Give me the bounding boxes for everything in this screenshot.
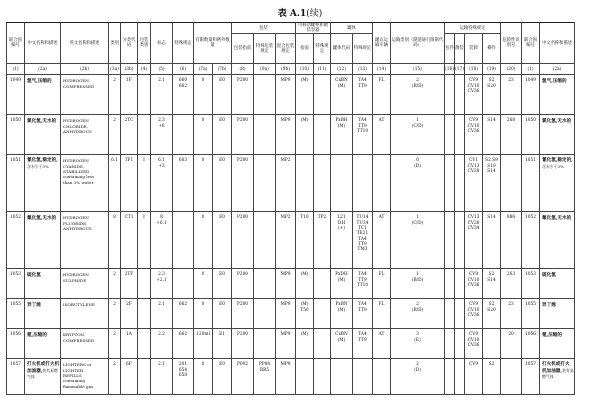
col-number: (11) <box>314 64 331 75</box>
ts-bulk-cell <box>455 212 465 269</box>
col-number: (20) <box>501 64 522 75</box>
label-cell: 6.1 +3 <box>151 155 173 212</box>
special-cell: 662 <box>173 329 194 359</box>
table-title <box>0 6 600 19</box>
pt-special-cell <box>314 155 331 212</box>
table-row <box>7 359 575 395</box>
ts-bulk-cell <box>455 115 465 155</box>
vehicle-cell <box>373 155 391 212</box>
header-pack-special: 特殊包装规定 <box>254 34 276 64</box>
pack-instr-cell: P200 <box>232 269 254 299</box>
tank-special-cell: TA4 TT9 TT10 <box>353 115 373 155</box>
col-number: (8) <box>232 64 254 75</box>
ts-op-cell: S14 <box>483 212 501 269</box>
tank-code-cell: CxBN (M) <box>331 75 353 115</box>
label-cell: 2.1 <box>151 75 173 115</box>
ts-load-cell: CV9 CV10 CV36 <box>465 75 483 115</box>
class-code-cell: TF1 <box>121 155 138 212</box>
excepted-qty-cell: E1 <box>213 329 232 359</box>
en-name-cell: HYDROGEN CHLORIDE, ANHYDROUS <box>61 115 109 155</box>
pack-special-cell <box>254 155 276 212</box>
class-cell: 2 <box>109 359 121 395</box>
pack-instr-cell: P200 <box>232 75 254 115</box>
transport-cat-cell: 3 (E) <box>391 329 445 359</box>
cn-name-note: 装有易燃气体 <box>542 367 574 379</box>
header-tank-special: 特殊规定 <box>353 34 373 64</box>
pt-instr-cell: (M) T50 <box>296 299 314 329</box>
en-name-cell: HYDROGEN SULPHIDE <box>61 269 109 299</box>
un-cell: 1050 <box>7 115 25 155</box>
col-number: (7a) <box>194 64 213 75</box>
pt-special-cell <box>314 299 331 329</box>
pack-group-cell: I <box>138 155 151 212</box>
special-cell <box>173 269 194 299</box>
class-cell: 6.1 <box>109 155 121 212</box>
limited-qty-cell: 0 <box>194 359 213 395</box>
en-name-cell: HYDROGEN CYANIDE, STABILIZED containing less than 3% water <box>61 155 109 212</box>
un-cell: 1052 <box>7 212 25 269</box>
pack-group-cell <box>138 75 151 115</box>
tank-code-cell: L21 DH (+) <box>331 212 353 269</box>
pt-special-cell: TP2 <box>314 212 331 269</box>
un-cell: 1053 <box>7 269 25 299</box>
ts-pkg-cell <box>445 212 455 269</box>
ts-pkg-cell <box>445 115 455 155</box>
col-number: (3a) <box>109 64 121 75</box>
un-cell: 1049 <box>7 75 25 115</box>
header-ts-op: 操作 <box>483 34 501 64</box>
tank-code-cell <box>331 359 353 395</box>
pt-instr-cell: (M) <box>296 329 314 359</box>
en-name-cell: HYDROGEN, COMPRESSED <box>61 75 109 115</box>
cn-name-text: 氪,压缩的 <box>27 333 47 339</box>
excepted-qty-cell: E0 <box>213 269 232 299</box>
label-cell: 2.3 +8 <box>151 115 173 155</box>
cn-name-cell <box>25 115 61 155</box>
pack-instr-cell: P200 <box>232 115 254 155</box>
pt-special-cell <box>314 329 331 359</box>
dangerous-goods-table <box>6 22 575 395</box>
pt-instr-cell <box>296 359 314 395</box>
header-cn-name: 中文名称和描述 <box>25 23 61 64</box>
header-pack-group: 包装类别 <box>138 23 151 64</box>
cn-name-text: 氪,压缩的 <box>542 333 562 339</box>
header-ts-load: 装卸 <box>465 34 483 64</box>
vehicle-cell: AT <box>373 115 391 155</box>
ts-op-cell: S2 S9 S10 S14 <box>483 155 501 212</box>
en-name-cell: LIGHTERS or LIGHTER REFILLS containing flammable gas <box>61 359 109 395</box>
transport-cat-cell: 2 (B/D) <box>391 75 445 115</box>
transport-cat-cell: 2 (D) <box>391 359 445 395</box>
header-label: 标志 <box>151 23 173 64</box>
pt-instr-cell: (M) <box>296 115 314 155</box>
special-cell: 201 654 658 <box>173 359 194 395</box>
pack-group-cell <box>138 359 151 395</box>
tank-code-cell <box>331 155 353 212</box>
cn-name-2-cell <box>540 115 575 155</box>
tank-special-cell <box>353 155 373 212</box>
class-cell: 2 <box>109 75 121 115</box>
pack-group-cell: I <box>138 212 151 269</box>
cn-name-cell <box>25 329 61 359</box>
col-number: (17) <box>455 64 465 75</box>
pack-instr-cell: P200 <box>232 212 254 269</box>
class-code-cell: 1F <box>121 75 138 115</box>
en-name-cell: KRYPTON, COMPRESSED <box>61 329 109 359</box>
tank-special-cell: TA4 TT9 <box>353 299 373 329</box>
un-2-cell: 1053 <box>522 269 540 299</box>
class-cell: 2 <box>109 329 121 359</box>
hazard-id-cell: 23 <box>501 299 522 329</box>
pt-instr-cell: (M) <box>296 269 314 299</box>
cn-name-2-cell <box>540 359 575 395</box>
un-2-cell: 1057 <box>522 359 540 395</box>
col-number: (2a) <box>25 64 61 75</box>
cn-name-text: 异丁烯 <box>27 303 41 309</box>
mixed-pack-cell: MP9 <box>276 269 296 299</box>
excepted-qty-cell: E0 <box>213 155 232 212</box>
excepted-qty-cell: E0 <box>213 359 232 395</box>
pack-instr-cell: P200 <box>232 155 254 212</box>
vehicle-cell: FL <box>373 75 391 115</box>
cn-name-cell <box>25 269 61 299</box>
header-special: 特殊规定 <box>173 23 194 64</box>
header-un-2: 联合国编号 <box>522 23 540 64</box>
mixed-pack-cell: MP9 <box>276 75 296 115</box>
ts-pkg-cell <box>445 155 455 212</box>
header-un: 联合国编号 <box>7 23 25 64</box>
tank-special-cell <box>353 359 373 395</box>
mixed-pack-cell: MP9 <box>276 359 296 395</box>
ts-pkg-cell <box>445 269 455 299</box>
pack-special-cell <box>254 329 276 359</box>
cn-name-text: 硫化氢 <box>542 273 556 279</box>
limited-qty-cell: 120ml <box>194 329 213 359</box>
ts-load-cell: CV9 CV10 CV36 <box>465 329 483 359</box>
ts-load-cell: CV1 CV13 CV28 <box>465 155 483 212</box>
hazard-id-cell: 20 <box>501 329 522 359</box>
table-row <box>7 269 575 299</box>
cn-name-cell <box>25 75 61 115</box>
limited-qty-cell: 0 <box>194 155 213 212</box>
pack-special-cell <box>254 212 276 269</box>
un-2-cell: 1050 <box>522 115 540 155</box>
pack-instr-cell: P200 <box>232 329 254 359</box>
pack-special-cell <box>254 75 276 115</box>
mixed-pack-cell: MP9 <box>276 115 296 155</box>
vehicle-cell <box>373 359 391 395</box>
pack-special-cell: PP84 RR5 <box>254 359 276 395</box>
tank-code-cell: CxBN (M) <box>331 329 353 359</box>
table-row <box>7 75 575 115</box>
mixed-pack-cell: MP2 <box>276 155 296 212</box>
cn-name-text: 氯化氢,无水的 <box>27 119 57 125</box>
header-class-code: 分类代码 <box>121 23 138 64</box>
pack-special-cell <box>254 299 276 329</box>
header-packaging: 包装 <box>232 23 296 34</box>
cn-name-text: 氢气,压缩的 <box>542 79 567 85</box>
label-cell: 8 +6.1 <box>151 212 173 269</box>
hazard-id-cell <box>501 155 522 212</box>
col-number: (9b) <box>276 64 296 75</box>
class-cell: 2 <box>109 299 121 329</box>
pack-instr-cell: P200 <box>232 299 254 329</box>
col-number: (3b) <box>121 64 138 75</box>
ts-pkg-cell <box>445 75 455 115</box>
col-number: (14) <box>373 64 391 75</box>
header-transport-special: 运输特殊规定 <box>445 23 501 34</box>
limited-qty-cell: 0 <box>194 269 213 299</box>
pt-special-cell <box>314 75 331 115</box>
mixed-pack-cell: MP9 <box>276 329 296 359</box>
ts-op-cell: S2 S20 <box>483 299 501 329</box>
cn-name-2-cell <box>540 75 575 115</box>
header-pt-instr: 指南 <box>296 34 314 64</box>
cn-name-text: 氯化氢,无水的 <box>542 119 572 125</box>
cn-name-note: 含水少于3% <box>27 163 49 169</box>
tank-special-cell: TA4 TT9 TT10 <box>353 269 373 299</box>
pack-group-cell <box>138 269 151 299</box>
header-tank: 罐体 <box>331 23 373 34</box>
un-cell: 1056 <box>7 329 25 359</box>
cn-name-text: 氰化氢,稳定的, <box>542 158 573 164</box>
pt-special-cell <box>314 359 331 395</box>
label-cell: 2.1 <box>151 359 173 395</box>
special-cell: 603 <box>173 155 194 212</box>
pack-group-cell <box>138 299 151 329</box>
col-number: (19) <box>483 64 501 75</box>
ts-pkg-cell <box>445 359 455 395</box>
pt-instr-cell <box>296 155 314 212</box>
tank-code-cell: PxDH (M) <box>331 269 353 299</box>
tank-special-cell: TA4 TT9 <box>353 329 373 359</box>
class-code-cell: CT1 <box>121 212 138 269</box>
cn-name-cell <box>25 155 61 212</box>
excepted-qty-cell: E0 <box>213 212 232 269</box>
header-mixed-pack: 混合包装规定 <box>276 34 296 64</box>
vehicle-cell: FL <box>373 299 391 329</box>
header-ts-pkg: 包件 <box>445 34 455 64</box>
cn-name-cell <box>25 212 61 269</box>
limited-qty-cell: 0 <box>194 115 213 155</box>
transport-cat-cell: 1 (B/D) <box>391 269 445 299</box>
en-name-cell: HYDROGEN FLUORIDE, ANHYDROUS <box>61 212 109 269</box>
col-number: (9a) <box>254 64 276 75</box>
col-number: (1) <box>522 64 540 75</box>
un-cell: 1055 <box>7 299 25 329</box>
col-number: (16) <box>445 64 455 75</box>
header-transport-cat: 运输类别（隧道通行限制代码） <box>391 23 445 64</box>
vehicle-cell: AT <box>373 329 391 359</box>
ts-load-cell: CV9 <box>465 359 483 395</box>
tank-special-cell: TU14 TU34 TC1 TE21 TA4 TT9 TM3 <box>353 212 373 269</box>
special-cell: 662 <box>173 299 194 329</box>
class-code-cell: 2TF <box>121 269 138 299</box>
table-title-suffix: (续) <box>306 9 323 19</box>
un-2-cell: 1051 <box>522 155 540 212</box>
ts-bulk-cell <box>455 299 465 329</box>
class-code-cell: 1A <box>121 329 138 359</box>
table-body <box>7 75 575 395</box>
pt-instr-cell: (M) <box>296 75 314 115</box>
special-cell <box>173 212 194 269</box>
pt-instr-cell: T10 <box>296 212 314 269</box>
cn-name-note: 装有易燃气体 <box>27 367 58 379</box>
un-2-cell: 1052 <box>522 212 540 269</box>
label-cell: 2.1 <box>151 299 173 329</box>
un-cell: 1057 <box>7 359 25 395</box>
cn-name-text: 氟化氢,无水的 <box>542 216 572 222</box>
pack-instr-cell: P002 <box>232 359 254 395</box>
hazard-id-cell: 886 <box>501 212 522 269</box>
cn-name-2-cell <box>540 155 575 212</box>
table-row <box>7 299 575 329</box>
transport-cat-cell: 1 (C/D) <box>391 212 445 269</box>
table-row <box>7 212 575 269</box>
header-ts-bulk: 散装 <box>455 34 465 64</box>
hazard-id-cell: 23 <box>501 75 522 115</box>
header-tank-code: 罐体代码 <box>331 34 353 64</box>
col-number: (13) <box>353 64 373 75</box>
header-cn-name-2: 中文名称和描述 <box>540 23 575 64</box>
col-number: (1) <box>7 64 25 75</box>
excepted-qty-cell: E0 <box>213 299 232 329</box>
class-cell: 2 <box>109 115 121 155</box>
mixed-pack-cell: MP9 <box>276 299 296 329</box>
vehicle-cell: FL <box>373 269 391 299</box>
header-vehicle: 罐式运输车辆 <box>373 23 391 64</box>
cn-name-note: 含水少于3% <box>542 163 564 169</box>
transport-cat-cell: 0 (D) <box>391 155 445 212</box>
header-pack-instr: 包装指南 <box>232 34 254 64</box>
header-en-name: 英文名称和描述 <box>61 23 109 64</box>
table-title-main: 表 A.1 <box>277 9 307 19</box>
un-2-cell: 1049 <box>522 75 540 115</box>
mixed-pack-cell: MP2 <box>276 212 296 269</box>
col-number: (2a) <box>540 64 575 75</box>
vehicle-cell: AT <box>373 212 391 269</box>
class-cell: 2 <box>109 269 121 299</box>
cn-name-text: 打火机或打火机加油器, <box>27 362 60 374</box>
header-class: 类别 <box>109 23 121 64</box>
un-2-cell: 1055 <box>522 299 540 329</box>
cn-name-2-cell <box>540 269 575 299</box>
ts-op-cell: S2 <box>483 359 501 395</box>
cn-name-text: 硫化氢 <box>27 273 41 279</box>
tank-code-cell: PxBH (M) <box>331 115 353 155</box>
header-hazard-id: 危险性识别号 <box>501 23 522 64</box>
limited-qty-cell: 0 <box>194 299 213 329</box>
col-number: (5) <box>151 64 173 75</box>
hazard-id-cell: 268 <box>501 115 522 155</box>
class-code-cell: 2TC <box>121 115 138 155</box>
col-number: (18) <box>465 64 483 75</box>
table-row <box>7 329 575 359</box>
hazard-id-cell <box>501 359 522 395</box>
cn-name-2-cell <box>540 299 575 329</box>
ts-load-cell: CV9 CV10 CV36 <box>465 269 483 299</box>
special-cell: 660 662 <box>173 75 194 115</box>
ts-load-cell: CV9 CV10 CV36 <box>465 115 483 155</box>
pack-special-cell <box>254 269 276 299</box>
ts-op-cell: S14 <box>483 115 501 155</box>
class-code-cell: 6F <box>121 359 138 395</box>
col-number: (12) <box>331 64 353 75</box>
class-code-cell: 2F <box>121 299 138 329</box>
ts-pkg-cell <box>445 329 455 359</box>
cn-name-text: 氢气,压缩的 <box>27 79 52 85</box>
cn-name-text: 氟化氢,无水的 <box>27 216 57 222</box>
transport-cat-cell: 1 (C/D) <box>391 115 445 155</box>
cn-name-2-cell <box>540 329 575 359</box>
table-row <box>7 155 575 212</box>
pt-special-cell <box>314 115 331 155</box>
col-number: (15) <box>391 64 445 75</box>
col-number: (4) <box>138 64 151 75</box>
excepted-qty-cell: E0 <box>213 115 232 155</box>
ts-bulk-cell <box>455 75 465 115</box>
cn-name-text: 氰化氢,稳定的, <box>27 158 58 164</box>
header-portable-tank: 可移动罐柜和散装容器 <box>296 23 331 34</box>
ts-bulk-cell <box>455 329 465 359</box>
header-limited-excepted: 有限数量和例外数量 <box>194 23 232 64</box>
tank-code-cell: PxBN (M) <box>331 299 353 329</box>
limited-qty-cell: 0 <box>194 75 213 115</box>
label-cell: 2.2 <box>151 329 173 359</box>
cn-name-text: 打火机或打火机加油器, <box>542 362 570 374</box>
special-cell <box>173 115 194 155</box>
col-number: (10) <box>296 64 314 75</box>
ts-pkg-cell <box>445 299 455 329</box>
tank-special-cell: TA4 TT9 <box>353 75 373 115</box>
pack-group-cell <box>138 329 151 359</box>
header-pt-special: 特殊规定 <box>314 34 331 64</box>
ts-bulk-cell <box>455 269 465 299</box>
col-number: (7b) <box>213 64 232 75</box>
table-row <box>7 115 575 155</box>
pack-group-cell <box>138 115 151 155</box>
class-cell: 8 <box>109 212 121 269</box>
limited-qty-cell: 0 <box>194 212 213 269</box>
cn-name-text: 异丁烯 <box>542 303 556 309</box>
ts-op-cell <box>483 329 501 359</box>
cn-name-2-cell <box>540 212 575 269</box>
ts-bulk-cell <box>455 359 465 395</box>
ts-op-cell: S2 S14 <box>483 269 501 299</box>
ts-bulk-cell <box>455 155 465 212</box>
un-2-cell: 1056 <box>522 329 540 359</box>
label-cell: 2.3 +2.1 <box>151 269 173 299</box>
ts-op-cell: S2 S20 <box>483 75 501 115</box>
ts-load-cell: CV9 CV10 CV36 <box>465 299 483 329</box>
col-number: (2b) <box>61 64 109 75</box>
un-cell: 1051 <box>7 155 25 212</box>
column-number-row <box>7 64 575 75</box>
cn-name-cell <box>25 299 61 329</box>
cn-name-cell <box>25 359 61 395</box>
excepted-qty-cell: E0 <box>213 75 232 115</box>
pt-special-cell <box>314 269 331 299</box>
col-number: (6) <box>173 64 194 75</box>
hazard-id-cell: 263 <box>501 269 522 299</box>
en-name-cell: ISOBUTYLENE <box>61 299 109 329</box>
pack-special-cell <box>254 115 276 155</box>
ts-load-cell: CV13 CV28 CV34 <box>465 212 483 269</box>
transport-cat-cell: 2 (B/D) <box>391 299 445 329</box>
